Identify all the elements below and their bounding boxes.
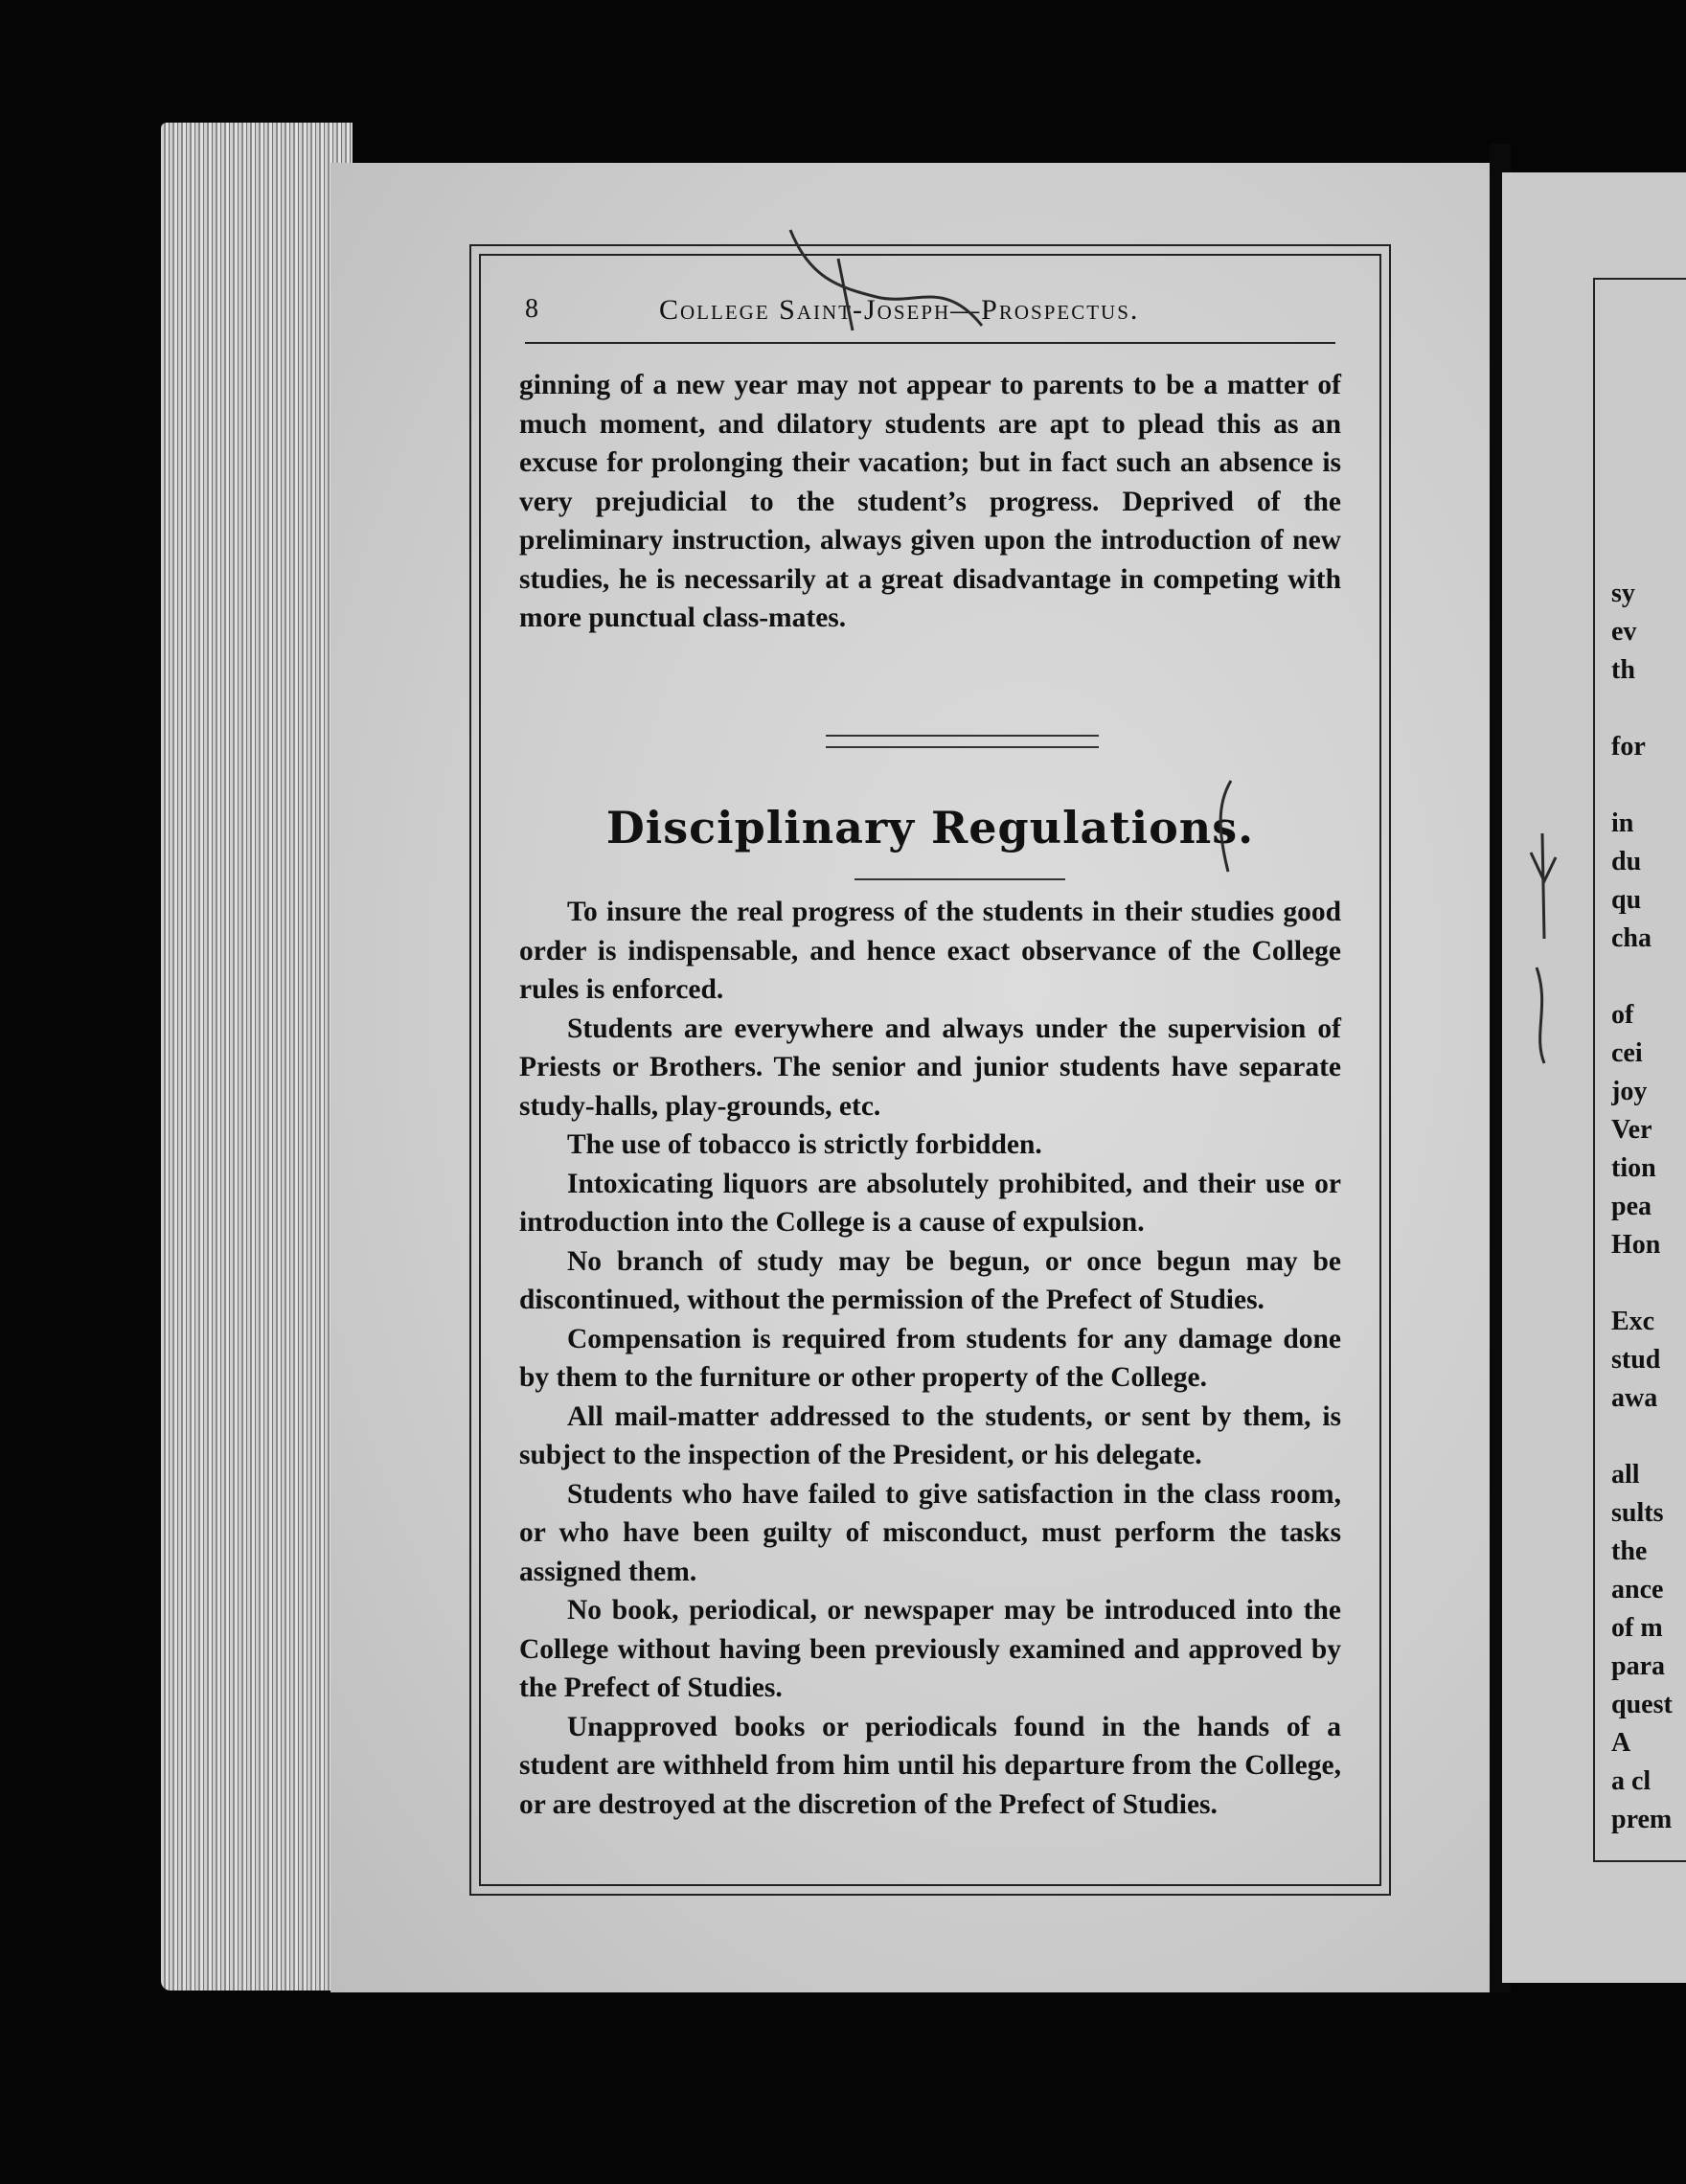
facing-text-fragment: du xyxy=(1611,847,1642,876)
facing-text-fragment: quest xyxy=(1611,1690,1673,1719)
facing-text-fragment: cei xyxy=(1611,1038,1643,1068)
facing-text-fragment: A xyxy=(1611,1728,1631,1758)
facing-text-fragment: all xyxy=(1611,1460,1640,1490)
facing-text-fragment: cha xyxy=(1611,923,1652,953)
facing-text-fragment: sy xyxy=(1611,579,1635,608)
facing-text-fragment: of xyxy=(1611,1000,1634,1030)
page-number: 8 xyxy=(525,294,538,324)
facing-text-fragment: of m xyxy=(1611,1613,1663,1643)
running-head: College Saint-Joseph—Prospectus. xyxy=(659,294,1140,326)
regulation-paragraph: Compensation is required from students for any damage done by them to the furniture or other property of the College. xyxy=(519,1323,1341,1393)
page-border xyxy=(469,244,1391,1896)
regulation-paragraph: Students are everywhere and always under the supervision of Priests or Brothers. The senior and junior students have separate study-halls, play-grounds, etc. xyxy=(519,1012,1341,1122)
regulation-paragraph: All mail-matter addressed to the students, or sent by them, is subject to the inspection of the President, or his delegate. xyxy=(519,1400,1341,1470)
facing-text-fragment: tion xyxy=(1611,1153,1656,1183)
facing-text-fragment: for xyxy=(1611,732,1646,762)
facing-text-fragment: awa xyxy=(1611,1383,1658,1413)
facing-text-fragment: th xyxy=(1611,655,1635,685)
facing-text-fragment: in xyxy=(1611,808,1634,838)
facing-text-fragment: Hon xyxy=(1611,1230,1661,1260)
facing-text-fragment: stud xyxy=(1611,1345,1661,1375)
continuation-block xyxy=(519,366,1341,638)
facing-text-fragment: qu xyxy=(1611,885,1642,915)
facing-text-fragment: a cl xyxy=(1611,1766,1652,1796)
facing-text-fragment: joy xyxy=(1611,1077,1648,1106)
regulation-paragraph: To insure the real progress of the students in their studies good order is indispensable, and hence exact observance of the College rules is enforced. xyxy=(519,897,1341,1005)
facing-text-fragment: Exc xyxy=(1611,1307,1655,1336)
regulation-paragraph: Intoxicating liquors are absolutely prohibited, and their use or introduction into the College is a cause of expulsion. xyxy=(519,1168,1341,1238)
page-border-inner xyxy=(479,254,1381,1886)
regulations-block xyxy=(519,893,1341,1824)
facing-text-fragment: sults xyxy=(1611,1498,1664,1528)
regulation-paragraph: The use of tobacco is strictly forbidden. xyxy=(567,1129,1042,1160)
facing-text-fragment: para xyxy=(1611,1651,1665,1681)
double-rule xyxy=(826,735,1099,748)
facing-text-fragment: ev xyxy=(1611,617,1637,647)
regulation-paragraph: No branch of study may be begun, or once begun may be discontinued, without the permission of the Prefect of Studies. xyxy=(519,1245,1341,1315)
pencil-bracket-icon xyxy=(1207,776,1245,881)
facing-text-fragment: Ver xyxy=(1611,1115,1652,1145)
facing-text-fragment: pea xyxy=(1611,1192,1652,1221)
facing-text-fragment: prem xyxy=(1611,1805,1673,1834)
regulation-paragraph: Unapproved books or periodicals found in the hands of a student are withheld from him until his departure from the College, or are destroyed at the discretion of the Prefect of Studies. xyxy=(519,1711,1341,1820)
dried-plant-icon xyxy=(1523,824,1561,1073)
continuation-paragraph: ginning of a new year may not appear to parents to be a matter of much moment, and dilatory students are apt to plead this as an excuse for prolonging their vacation; but in fact such an absence is very prejudicial to the student’s progress. Deprived of the preliminary instruction, always given upon the introduction of new studies, he is necessarily at a great disadvantage in competing with more punctual class-mates. xyxy=(519,370,1341,633)
facing-text-fragment: ance xyxy=(1611,1575,1664,1604)
regulation-paragraph: No book, periodical, or newspaper may be introduced into the College without having been previously examined and approved by the Prefect of Studies. xyxy=(519,1595,1341,1703)
page-edges xyxy=(161,123,353,1991)
facing-page xyxy=(1502,172,1686,1983)
section-title: Disciplinary Regulations. xyxy=(605,802,1255,853)
pencil-mark-icon xyxy=(781,220,991,345)
title-rule xyxy=(854,878,1065,880)
book-page xyxy=(330,163,1490,1992)
facing-text-fragment: the xyxy=(1611,1536,1648,1566)
regulation-paragraph: Students who have failed to give satisfaction in the class room, or who have been guilty of misconduct, must perform the tasks assigned them. xyxy=(519,1478,1341,1587)
